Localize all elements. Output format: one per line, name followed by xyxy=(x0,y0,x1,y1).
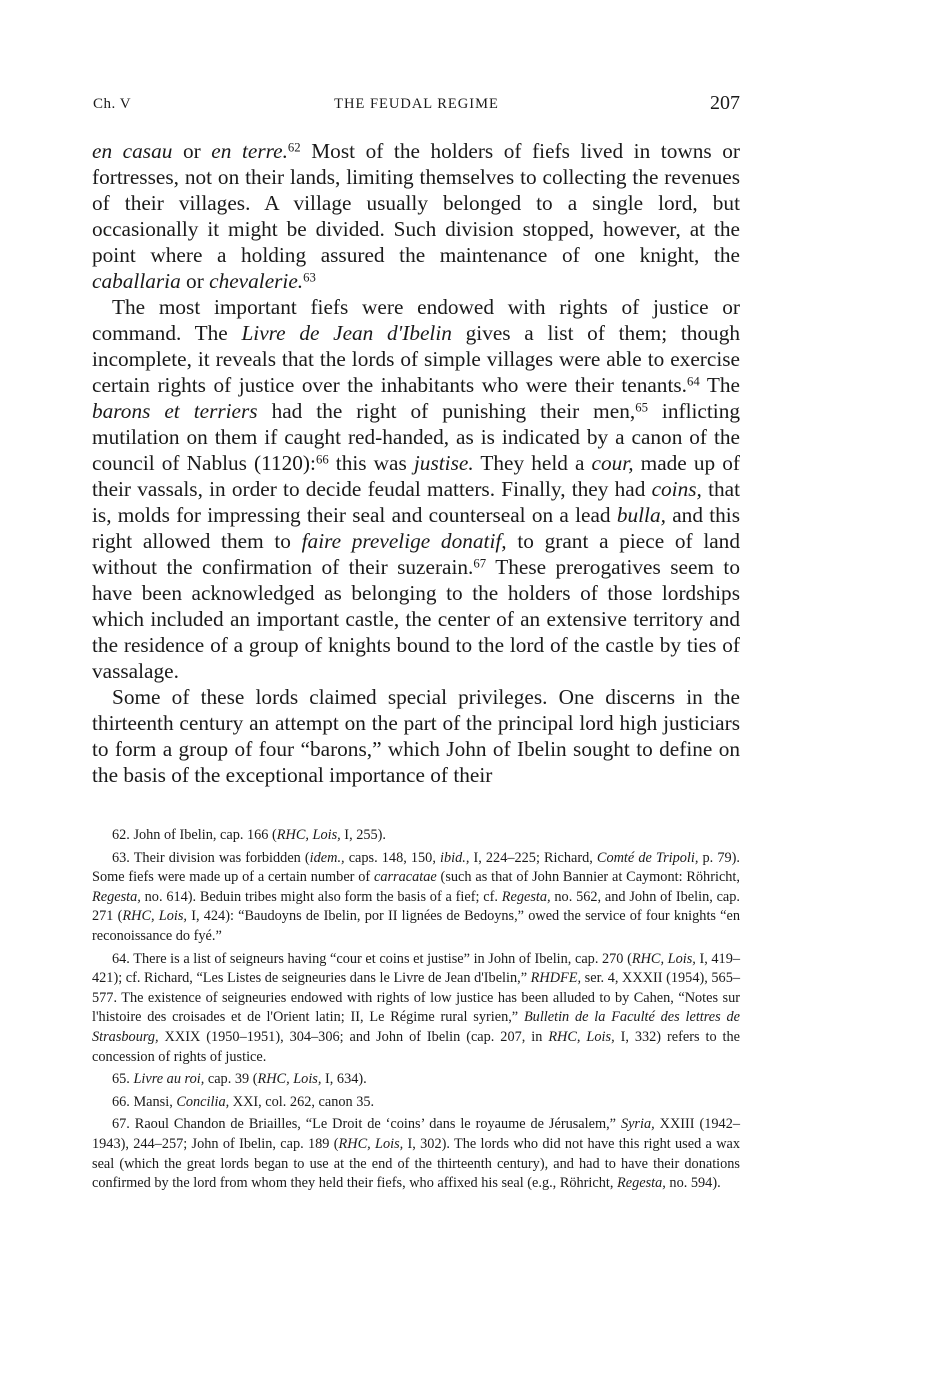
footnote-63 xyxy=(92,849,740,947)
footnote-66 xyxy=(92,1093,740,1113)
text-run: that is, molds for impressing their seal and counterseal on a lead xyxy=(92,477,741,527)
text-run: They held a xyxy=(473,451,592,475)
text-run: ser. 4, XXXII (1954), 565–577. The existence of seigneuries endowed with rights of low justice has been alluded to by Cahen, “Notes sur l'histoire des croisades et de l'Orient latin; II, Le Régime rural syrien,” xyxy=(92,970,740,1026)
footnote-65 xyxy=(92,1070,740,1090)
text-run: 62. John of Ibelin, cap. 166 ( xyxy=(112,827,277,843)
text-run: XXI, col. 262, canon 35. xyxy=(229,1093,375,1110)
text-run: caps. 148, 150, xyxy=(344,849,440,866)
text-run: I, 424): “Baudoyns de Ibelin, por II lignées de Bedoyns,” owed the service of four knights “en reconoissance do fyé.” xyxy=(92,908,741,944)
text-run: no. 562, and John of Ibelin, cap. 271 ( xyxy=(92,888,740,925)
citation-italic: RHC, Lois, xyxy=(276,827,341,843)
citation-italic: Syria, xyxy=(620,1116,655,1133)
text-run: no. 614). Beduin tribes might also form the basis of a fief; cf. xyxy=(140,888,502,905)
text-run: p. 79). Some fiefs were made up of a certain number of xyxy=(92,849,740,886)
main-text xyxy=(92,138,740,788)
text-run: or xyxy=(180,269,210,293)
term-italic: barons et terriers xyxy=(92,399,258,423)
text-run: this was xyxy=(328,451,414,475)
term-italic: cour, xyxy=(591,451,634,475)
text-run: I, 302). The lords who did not have this right used a wax seal (which the great lords began to use at the end of the thirteenth century), and had to have their donations confirmed by the lord from whom they held their fiefs, who affixed his seal (e.g., Röhricht, xyxy=(92,1135,741,1192)
footnote-ref-62: 62 xyxy=(287,140,301,155)
footnote-64 xyxy=(92,950,740,1068)
text-run: (such as that of John Bannier at Caymont: Röhricht, xyxy=(436,869,740,886)
text-run: and this right allowed them to xyxy=(92,503,740,553)
citation-italic: Comté de Tripoli, xyxy=(596,849,699,866)
paragraph-1 xyxy=(92,138,740,294)
citation-italic: idem., xyxy=(309,849,345,866)
citation-italic: ibid., xyxy=(440,849,470,866)
footnote-ref-63: 63 xyxy=(303,270,316,285)
footnote-ref-64: 64 xyxy=(686,374,700,389)
text-run: cap. 39 ( xyxy=(204,1071,258,1088)
citation-italic: Regesta, xyxy=(617,1175,666,1192)
citation-italic: carracatae xyxy=(374,869,437,886)
term-italic: bulla, xyxy=(616,503,666,527)
text-run: to grant a piece of land without the confirmation of their suzerain. xyxy=(92,529,740,579)
term-italic: en terre. xyxy=(211,139,288,163)
text-run: The xyxy=(699,373,740,397)
citation-italic: RHDFE, xyxy=(530,970,582,987)
term-italic: caballaria xyxy=(92,269,181,293)
citation-italic: Regesta, xyxy=(92,888,141,905)
text-run: 65. xyxy=(112,1071,134,1088)
text-run: 66. Mansi, xyxy=(112,1093,177,1110)
text-run: no. 594). xyxy=(665,1175,721,1192)
term-italic: coins, xyxy=(651,477,702,501)
citation-italic: Regesta, xyxy=(501,888,551,905)
citation-italic: Livre au roi, xyxy=(133,1071,205,1088)
citation-italic: RHC, Lois, xyxy=(257,1071,322,1088)
title-italic: Livre de Jean d'Ibelin xyxy=(241,321,452,345)
text-run: had the right of punishing their men, xyxy=(257,399,636,423)
text-run: gives a list of them; though incomplete, it reveals that the lords of simple villages were able to exercise certain rights of justice over the inhabitants who were their tenants. xyxy=(92,321,740,397)
text-run: I, 224–225; Richard, xyxy=(469,849,597,866)
paragraph-2 xyxy=(92,294,740,684)
citation-italic: RHC, Lois, xyxy=(338,1135,404,1152)
footnote-ref-66: 66 xyxy=(315,452,329,467)
citation-italic: RHC, Lois, xyxy=(631,950,696,967)
text-run: 63. Their division was forbidden ( xyxy=(112,849,310,866)
term-italic: chevalerie. xyxy=(209,269,304,293)
text-run: XXIX (1950–1951), 304–306; and John of Ibelin (cap. 207, in xyxy=(158,1028,549,1045)
text-run: The most important fiefs were endowed with rights of justice or command. The xyxy=(92,295,740,345)
citation-italic: RHC, Lois, xyxy=(548,1028,615,1045)
term-italic: faire prevelige donatif, xyxy=(301,529,507,553)
text-run: I, 419–421); cf. Richard, “Les Listes de seigneuries dans le Livre de Jean d'Ibelin,” xyxy=(92,950,741,987)
text-run: I, 634). xyxy=(321,1071,367,1088)
footnote-ref-65: 65 xyxy=(635,400,648,415)
text-run: Most of the holders of fiefs lived in towns or fortresses, not on their lands, limiting themselves to collecting the revenues of their villages. A village usually belonged to a single lord, but occasionally it might be divided. Such division stopped, however, at the point where a holding assured the maintenance of one knight, the xyxy=(92,139,741,267)
footnote-67 xyxy=(92,1115,740,1193)
text-run: made up of their vassals, in order to decide feudal matters. Finally, they had xyxy=(92,451,740,501)
chapter-label: Ch. V xyxy=(93,96,132,112)
citation-italic: Concilia, xyxy=(176,1093,230,1110)
text-run: 67. Raoul Chandon de Briailles, “Le Droit de ‘coins’ dans le royaume de Jérusalem,” xyxy=(112,1116,621,1133)
text-run: inflicting mutilation on them if caught red-handed, as is indicated by a canon of the council of Nablus (1120): xyxy=(92,399,741,475)
term-italic: en casau xyxy=(92,139,173,163)
text-run: I, 255). xyxy=(340,827,386,843)
citation-italic: RHC, Lois, xyxy=(122,908,188,925)
text-run: XXIII (1942–1943), 244–257; John of Ibelin, cap. 189 ( xyxy=(92,1116,740,1152)
footnote-62 xyxy=(92,826,740,846)
running-header xyxy=(93,92,740,120)
text-run: or xyxy=(172,139,212,163)
running-title: THE FEUDAL REGIME xyxy=(334,96,499,112)
footnote-ref-67: 67 xyxy=(473,556,487,571)
term-italic: justise. xyxy=(413,451,474,475)
paragraph-3: Some of these lords claimed special privileges. One discerns in the thirteenth century an attempt on the part of the principal lord high justiciars to form a group of four “barons,” which John of Ibelin sought to define on the basis of the exceptional importance of their xyxy=(92,685,740,787)
text-run: I, 332) refers to the concession of rights of justice. xyxy=(92,1028,741,1065)
page-number: 207 xyxy=(710,92,740,114)
citation-italic: Bulletin de la Faculté des lettres de Strasbourg, xyxy=(92,1009,740,1045)
text-run: 64. There is a list of seigneurs having “cour et coins et justise” in John of Ibelin, cap. 270 ( xyxy=(112,950,632,967)
text-run: These prerogatives seem to have been acknowledged as belonging to the holders of those lordships which included an important castle, the center of an extensive territory and the residence of a group of knights bound to the lord of the castle by ties of vassalage. xyxy=(92,555,740,683)
footnotes xyxy=(92,826,740,1197)
